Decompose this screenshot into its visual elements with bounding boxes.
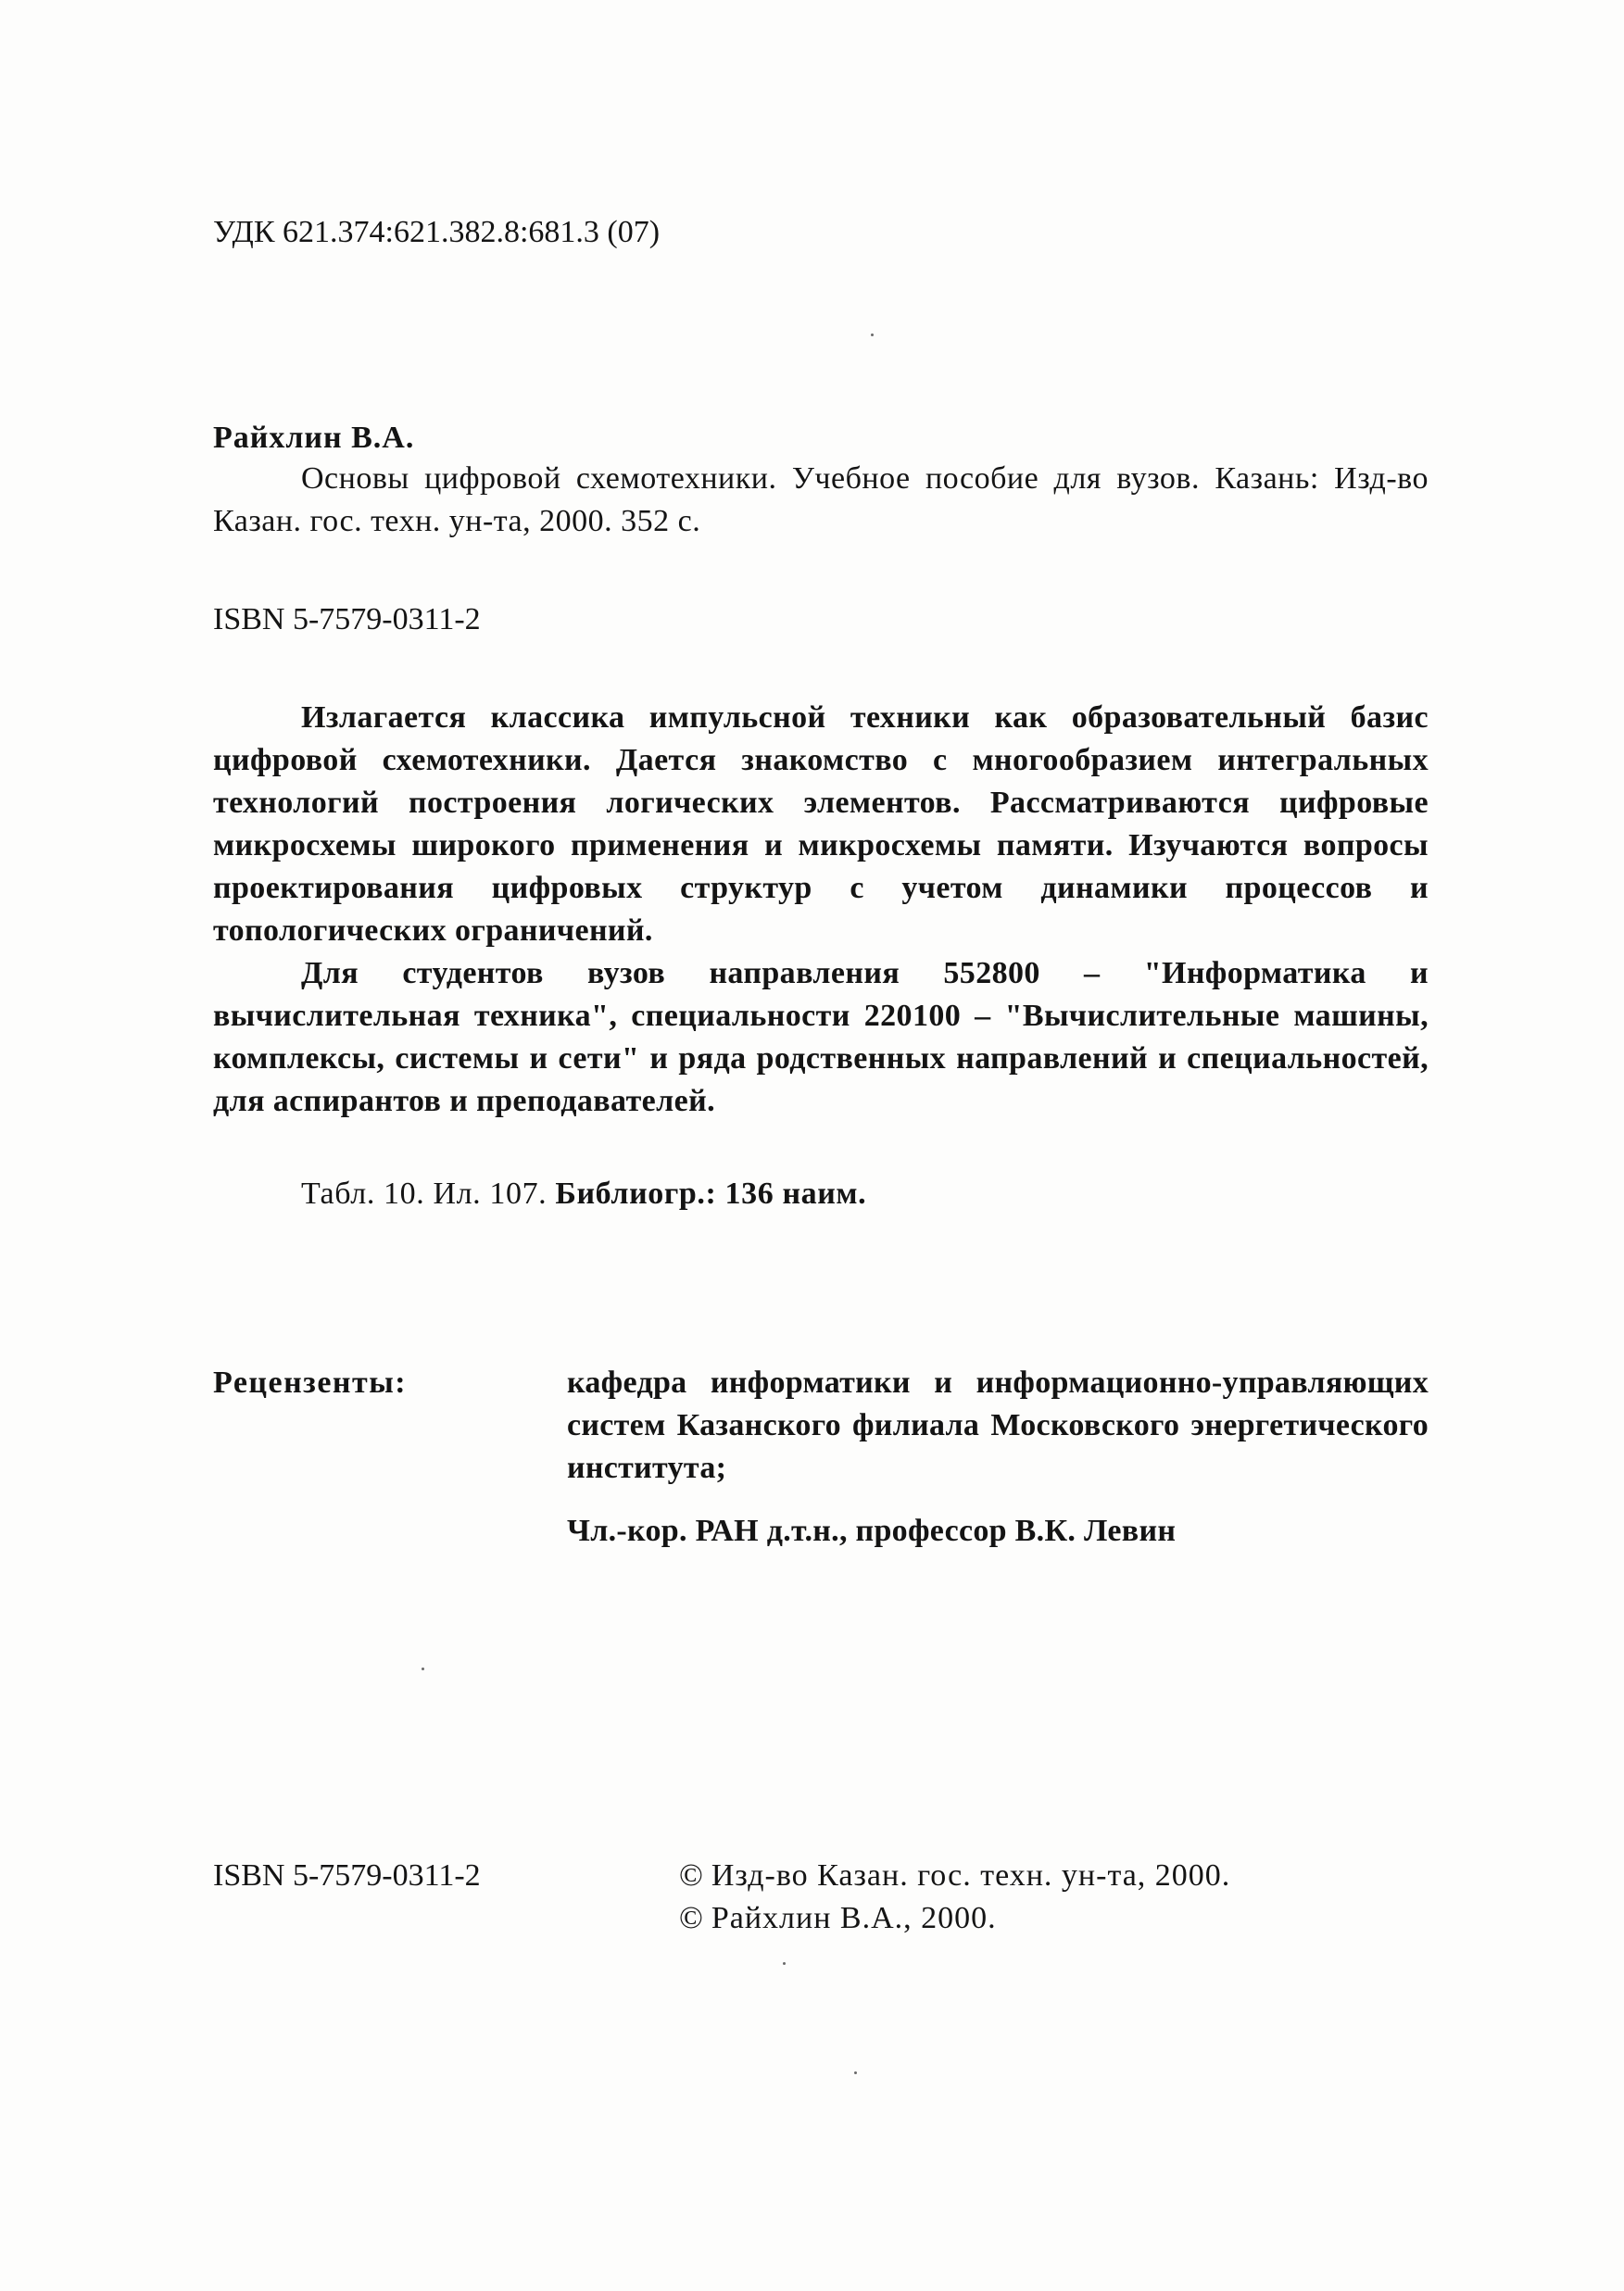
reviewer-1: кафедра информатики и информационно-управляющих систем Казанского филиала Московского энергетического института;: [567, 1366, 1429, 1485]
isbn-top: ISBN 5-7579-0311-2: [213, 602, 481, 636]
bibliographic-description: Основы цифровой схемотехники. Учебное пособие для вузов. Казань: Изд-во Казан. гос. техн. ун-та, 2000. 352 с.: [213, 461, 1429, 538]
scan-speck: [422, 1668, 424, 1670]
copyright-block: [679, 1855, 1439, 1940]
abstract-paragraph-2: Для студентов вузов направления 552800 – "Информатика и вычислительная техника", специальности 220100 – "Вычислительные машины, комплексы, системы и сети" и ряда родственных направлений и специальностей, для аспирантов и преподавателей.: [213, 956, 1429, 1118]
edition-counts: [301, 1173, 866, 1215]
copyright-icon: ©: [679, 1901, 704, 1935]
tables-count: Табл. 10.: [301, 1177, 425, 1211]
author-name: Райхлин В.А.: [213, 421, 415, 455]
reviewer-2: Чл.-кор. РАН д.т.н., профессор В.К. Левин: [567, 1514, 1177, 1548]
scan-speck: [854, 2071, 857, 2074]
reviewers-list: [567, 1362, 1429, 1553]
copyright-publisher: Изд-во Казан. гос. техн. ун-та, 2000.: [711, 1858, 1231, 1893]
copyright-author: Райхлин В.А., 2000.: [711, 1901, 997, 1935]
reviewers-label: Рецензенты:: [213, 1366, 408, 1400]
udk-code: УДК 621.374:621.382.8:681.3 (07): [213, 215, 661, 249]
copyright-line: [679, 1855, 1439, 1897]
scan-speck: [871, 334, 874, 336]
bibliography-count: Библиогр.: 136 наим.: [555, 1177, 867, 1211]
copyright-line: [679, 1897, 1439, 1940]
abstract: [213, 697, 1429, 1123]
illustrations-count: Ил. 107.: [433, 1177, 548, 1211]
scan-speck: [783, 1962, 786, 1965]
copyright-icon: ©: [679, 1858, 704, 1893]
isbn-bottom: ISBN 5-7579-0311-2: [213, 1858, 481, 1893]
abstract-paragraph-1: Излагается классика импульсной техники как образовательный базис цифровой схемотехники. Дается знакомство с многообразием интегральных технологий построения логических элементов. Рассматриваются цифровые микросхемы широкого применения и микросхемы памяти. Изучаются вопросы проектирования цифровых структур с учетом динамики процессов и топологических ограничений.: [213, 700, 1429, 948]
